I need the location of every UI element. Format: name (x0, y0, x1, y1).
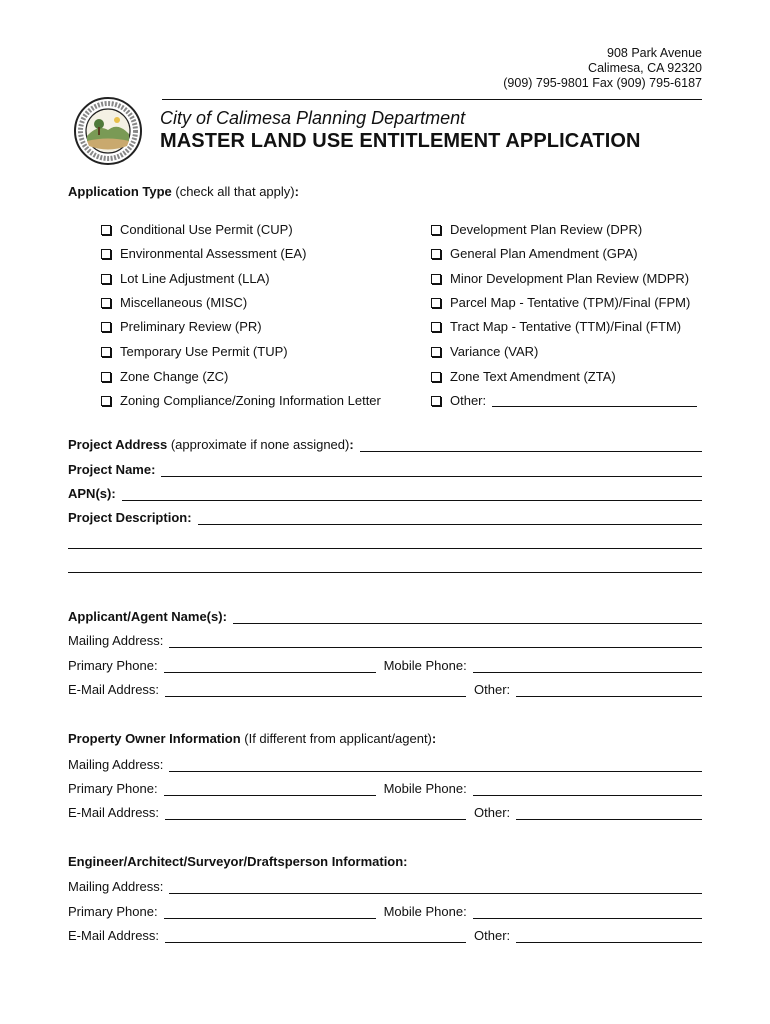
checkbox-label: Zoning Compliance/Zoning Information Letter (120, 393, 381, 408)
engineer-other-field[interactable] (516, 930, 702, 943)
applicant-mailing-label: Mailing Address: (68, 633, 164, 648)
address-phone-fax: (909) 795-9801 Fax (909) 795-6187 (503, 76, 702, 90)
project-description-label: Project Description: (68, 510, 192, 525)
applicant-phone-row (68, 657, 702, 673)
engineer-primary-phone-label: Primary Phone: (68, 904, 158, 919)
engineer-mailing-field[interactable] (169, 881, 702, 894)
department-name: City of Calimesa Planning Department (160, 108, 466, 128)
owner-other-label: Other: (474, 805, 511, 820)
engineer-heading-label: Engineer/Architect/Surveyor/Draftsperson Information: (68, 854, 408, 869)
apn-label: APN(s): (68, 486, 116, 501)
checkbox-misc[interactable] (101, 295, 247, 310)
owner-mailing-row (68, 756, 702, 772)
applicant-email-field[interactable] (165, 684, 466, 697)
engineer-email-field[interactable] (165, 930, 466, 943)
project-name-label: Project Name: (68, 462, 156, 477)
owner-primary-phone-field[interactable] (164, 783, 376, 796)
engineer-mailing-label: Mailing Address: (68, 879, 164, 894)
applicant-other-field[interactable] (516, 684, 702, 697)
checkbox-parcel-map[interactable] (431, 295, 690, 310)
owner-mobile-phone-field[interactable] (473, 783, 702, 796)
form-title: MASTER LAND USE ENTITLEMENT APPLICATION (160, 130, 641, 152)
application-type-note: (check all that apply) (171, 184, 295, 199)
checkbox-box[interactable] (431, 322, 441, 332)
engineer-heading (68, 854, 408, 869)
city-seal-logo (73, 96, 143, 166)
project-description-line-3[interactable] (68, 572, 702, 573)
checkbox-label: Minor Development Plan Review (MDPR) (450, 271, 690, 286)
applicant-other-label: Other: (474, 682, 511, 697)
checkbox-zoning-letter[interactable] (101, 393, 381, 408)
checkbox-box[interactable] (431, 274, 441, 284)
checkbox-label: General Plan Amendment (GPA) (450, 246, 638, 261)
applicant-mobile-phone-label: Mobile Phone: (383, 658, 467, 673)
checkbox-box[interactable] (101, 225, 111, 235)
project-description-row (68, 509, 702, 525)
engineer-primary-phone-field[interactable] (164, 906, 376, 919)
engineer-email-row (68, 927, 702, 943)
project-name-row (68, 461, 702, 477)
engineer-phone-row (68, 903, 702, 919)
checkbox-box[interactable] (101, 249, 111, 259)
checkbox-box[interactable] (101, 396, 111, 406)
checkbox-label: Other: (450, 393, 487, 408)
checkbox-box[interactable] (101, 274, 111, 284)
checkbox-box[interactable] (431, 298, 441, 308)
city-address-block (503, 46, 702, 91)
application-type-label: Application Type (68, 184, 172, 199)
applicant-mailing-row (68, 632, 702, 648)
checkbox-pr[interactable] (101, 319, 262, 334)
owner-other-field[interactable] (516, 807, 702, 820)
checkbox-box[interactable] (101, 347, 111, 357)
checkbox-label: Environmental Assessment (EA) (120, 246, 307, 261)
project-address-label: Project Address (approximate if none assigned): (68, 437, 354, 452)
checkbox-lla[interactable] (101, 271, 270, 286)
checkbox-var[interactable] (431, 344, 538, 359)
checkbox-label: Preliminary Review (PR) (120, 319, 262, 334)
owner-heading-label: Property Owner Information (68, 731, 241, 746)
owner-mailing-label: Mailing Address: (68, 757, 164, 772)
checkbox-gpa[interactable] (431, 246, 638, 261)
checkbox-dpr[interactable] (431, 222, 642, 237)
owner-phone-row (68, 780, 702, 796)
owner-heading-note: (If different from applicant/agent) (240, 731, 432, 746)
applicant-email-row (68, 681, 702, 697)
checkbox-box[interactable] (101, 298, 111, 308)
checkbox-label: Lot Line Adjustment (LLA) (120, 271, 270, 286)
engineer-mobile-phone-label: Mobile Phone: (383, 904, 467, 919)
checkbox-label: Zone Change (ZC) (120, 369, 229, 384)
checkbox-label: Parcel Map - Tentative (TPM)/Final (FPM) (450, 295, 691, 310)
header-divider (162, 99, 702, 100)
engineer-mailing-row (68, 878, 702, 894)
applicant-email-label: E-Mail Address: (68, 682, 160, 697)
checkbox-zc[interactable] (101, 369, 228, 384)
applicant-name-row (68, 608, 702, 624)
checkbox-box[interactable] (431, 225, 441, 235)
owner-heading-colon: : (431, 731, 437, 746)
owner-email-row (68, 804, 702, 820)
checkbox-label: Zone Text Amendment (ZTA) (450, 369, 616, 384)
apn-row (68, 485, 702, 501)
owner-primary-phone-label: Primary Phone: (68, 781, 158, 796)
applicant-mailing-field[interactable] (169, 635, 702, 648)
applicant-primary-phone-label: Primary Phone: (68, 658, 158, 673)
owner-heading (68, 731, 436, 746)
applicant-name-label: Applicant/Agent Name(s): (68, 609, 227, 624)
checkbox-box[interactable] (431, 347, 441, 357)
checkbox-box[interactable] (431, 249, 441, 259)
project-name-field[interactable] (161, 464, 702, 477)
checkbox-other[interactable] (431, 393, 697, 408)
address-city: Calimesa, CA 92320 (588, 61, 702, 75)
owner-mobile-phone-label: Mobile Phone: (383, 781, 467, 796)
owner-email-field[interactable] (165, 807, 466, 820)
checkbox-label: Tract Map - Tentative (TTM)/Final (FTM) (450, 319, 682, 334)
owner-email-label: E-Mail Address: (68, 805, 160, 820)
checkbox-cup[interactable] (101, 222, 293, 237)
engineer-other-label: Other: (474, 928, 511, 943)
checkbox-label: Variance (VAR) (450, 344, 539, 359)
engineer-mobile-phone-field[interactable] (473, 906, 702, 919)
checkbox-tract-map[interactable] (431, 319, 681, 334)
checkbox-label: Development Plan Review (DPR) (450, 222, 643, 237)
address-street: 908 Park Avenue (607, 46, 702, 60)
checkbox-mdpr[interactable] (431, 271, 689, 286)
project-address-row (68, 436, 702, 452)
checkbox-box[interactable] (431, 372, 441, 382)
application-type-colon: : (294, 184, 299, 199)
checkbox-label: Temporary Use Permit (TUP) (120, 344, 288, 359)
owner-mailing-field[interactable] (169, 759, 702, 772)
applicant-mobile-phone-field[interactable] (473, 660, 702, 673)
other-type-field[interactable] (492, 394, 697, 407)
checkbox-tup[interactable] (101, 344, 288, 359)
checkbox-box[interactable] (101, 372, 111, 382)
checkbox-ea[interactable] (101, 246, 306, 261)
checkbox-label: Conditional Use Permit (CUP) (120, 222, 293, 237)
apn-field[interactable] (122, 488, 702, 501)
checkbox-label: Miscellaneous (MISC) (120, 295, 248, 310)
engineer-email-label: E-Mail Address: (68, 928, 160, 943)
checkbox-zta[interactable] (431, 369, 616, 384)
project-description-line-2[interactable] (68, 548, 702, 549)
checkbox-box[interactable] (431, 396, 441, 406)
checkbox-box[interactable] (101, 322, 111, 332)
project-address-field[interactable] (360, 439, 702, 452)
applicant-name-field[interactable] (233, 611, 702, 624)
application-type-heading (68, 184, 299, 199)
applicant-primary-phone-field[interactable] (164, 660, 376, 673)
project-description-field[interactable] (198, 512, 702, 525)
